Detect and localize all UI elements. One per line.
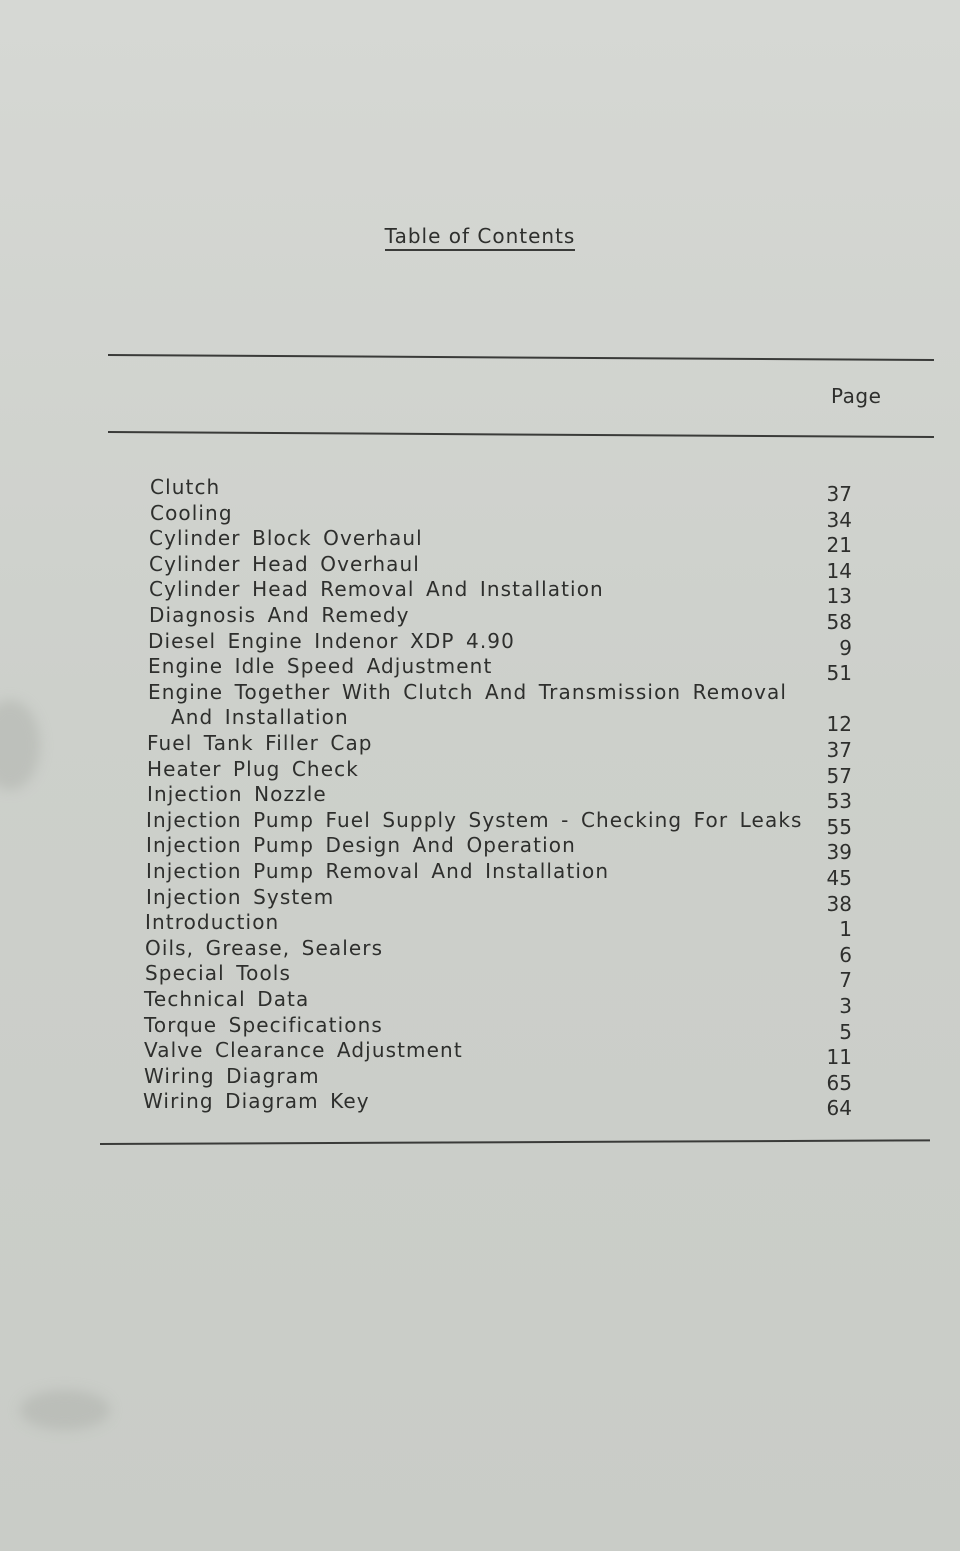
toc-entry [0, 475, 960, 506]
toc-entry-label: Wiring Diagram [144, 1063, 320, 1088]
toc-entry [0, 935, 960, 967]
toc-entry [0, 833, 960, 865]
toc-entry-label: Heater Plug Check [147, 756, 359, 781]
toc-entry [0, 731, 960, 762]
toc-entry-label: Injection Nozzle [147, 782, 327, 807]
toc-entry-page: 13 [826, 584, 852, 609]
toc-entry-label: Oils, Grease, Sealers [145, 935, 384, 960]
toc-entry-page: 55 [826, 814, 852, 839]
toc-entry-page: 51 [826, 661, 852, 686]
toc-entry-page: 1 [839, 917, 852, 942]
toc-entry-page: 5 [839, 1019, 852, 1044]
toc-entry-label: Wiring Diagram Key [143, 1089, 370, 1114]
toc-entry-label: Fuel Tank Filler Cap [147, 731, 373, 755]
toc-entry-page: 6 [839, 942, 852, 967]
header-rule [108, 431, 934, 438]
toc-entry [0, 756, 960, 788]
toc-entry [0, 1063, 960, 1095]
toc-entry-page: 64 [826, 1096, 852, 1121]
toc-entry-label: Valve Clearance Adjustment [144, 1038, 463, 1063]
toc-entry [0, 526, 960, 558]
toc-entry-label: Cooling [150, 500, 233, 525]
page-column-header: Page [831, 384, 882, 408]
toc-entry-label: Injection System [146, 884, 335, 909]
bottom-rule [100, 1139, 930, 1145]
toc-entry-page: 38 [826, 891, 852, 916]
toc-entry-page: 45 [826, 866, 852, 890]
toc-entry [0, 500, 960, 532]
toc-entry-page: 21 [826, 533, 852, 558]
toc-entry [0, 961, 960, 993]
toc-entry-page: 11 [826, 1045, 852, 1070]
paper-smudge [20, 1390, 110, 1430]
toc-entry-label: Injection Pump Removal And Installation [146, 859, 610, 883]
toc-entry-page: 65 [826, 1070, 852, 1095]
toc-entry-page: 39 [826, 840, 852, 865]
toc-entry-label: Engine Together With Clutch And Transmission Removal [148, 679, 788, 704]
page-title-text: Table of Contents [385, 224, 576, 251]
toc-entry [0, 577, 960, 609]
toc-entry [0, 910, 960, 942]
top-rule [108, 354, 934, 361]
toc-entry-label: Technical Data [144, 987, 310, 1011]
toc-entry-label: Injection Pump Fuel Supply System - Checking For Leaks [146, 807, 803, 832]
toc-entry [0, 782, 960, 814]
toc-entry [0, 654, 960, 686]
toc-entry [0, 551, 960, 583]
page-title [0, 224, 960, 251]
toc-entry-page: 12 [826, 711, 852, 736]
toc-entry-label: Diagnosis And Remedy [149, 603, 410, 627]
toc-entry-page: 3 [839, 994, 852, 1018]
toc-entry [0, 1038, 960, 1070]
toc-entry [0, 628, 960, 660]
toc-entry [0, 987, 960, 1018]
toc-entry-label: Cylinder Head Removal And Installation [149, 577, 604, 602]
toc-entry-label: Introduction [145, 910, 280, 935]
toc-entry-label: Engine Idle Speed Adjustment [148, 654, 493, 679]
toc-entry-label: Cylinder Head Overhaul [149, 551, 420, 576]
toc-entry [0, 807, 960, 839]
toc-entry-page: 37 [826, 482, 852, 506]
toc-entry [0, 603, 960, 634]
toc-entry-page: 7 [839, 968, 852, 993]
toc-entry-label: Diesel Engine Indenor XDP 4.90 [148, 628, 515, 653]
toc-entry-page: 37 [826, 738, 852, 762]
toc-entry-label: Injection Pump Design And Operation [146, 833, 576, 858]
toc-entry-page: 34 [826, 507, 852, 532]
toc-entry-page: 14 [826, 558, 852, 583]
toc-entry-page: 58 [826, 610, 852, 634]
toc-entry-label: Special Tools [145, 961, 291, 986]
toc-entry-page: 53 [826, 789, 852, 814]
toc-entry-continuation: And Installation [171, 704, 349, 729]
toc-entry [0, 859, 960, 890]
toc-entry-label: Cylinder Block Overhaul [149, 526, 423, 551]
toc-entry [0, 1089, 960, 1121]
toc-entry-page: 57 [826, 763, 852, 788]
toc-entry-label: Torque Specifications [144, 1012, 383, 1037]
toc-entry-label: Clutch [150, 475, 221, 499]
toc-entry [0, 884, 960, 916]
toc-entry [0, 1012, 960, 1044]
toc-entry-page: 9 [839, 635, 852, 660]
toc-entry [0, 679, 960, 736]
